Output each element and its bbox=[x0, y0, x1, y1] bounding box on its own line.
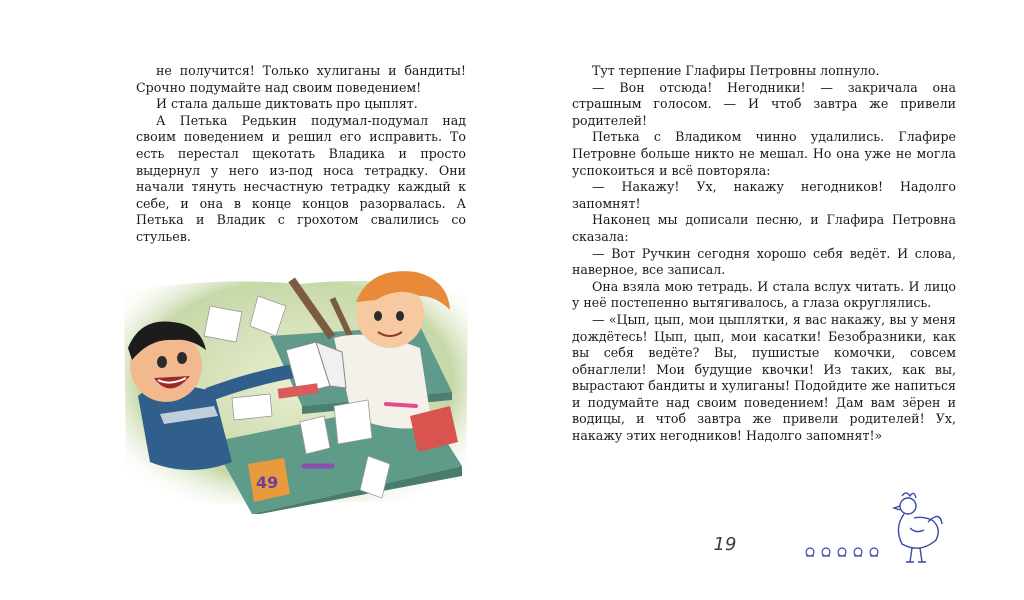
paragraph: — Вот Ручкин сегодня хорошо себя ведёт. И слова, наверное, все записал. bbox=[572, 245, 956, 278]
paragraph: не получится! Только хулиганы и бандиты! Срочно подумайте над своим поведением! bbox=[136, 63, 466, 95]
paragraph: Наконец мы дописали песню, и Глафира Петровна сказала: bbox=[572, 212, 956, 244]
paragraph: И стала дальше диктовать про цыплят. bbox=[156, 96, 418, 112]
right-page bbox=[512, 0, 1024, 600]
paragraph: А Петька Редькин подумал-подумал над своим поведением и решил его исправить. То есть перестал щекотать Владика и просто выдернул у него из-под носа тетрадку. Они начали тянуть несчастную тетрадку каждый к себе, и она в конце концов разорвалась. А Петька и Владик с грохотом свалились со стульев. bbox=[136, 112, 466, 244]
paragraph: — Накажу! Ух, накажу негодников! Надолго запомнят! bbox=[572, 179, 956, 211]
paragraph: — Вон отсюда! Негодники! — закричала она страшным голосом. — И чтоб завтра же привели родителей! bbox=[572, 79, 956, 128]
left-page-text bbox=[136, 63, 466, 246]
classroom-fight-illustration bbox=[120, 266, 472, 514]
paragraph: Петька с Владиком чинно удалились. Глафире Петровне больше никто не мешал. Но она уже не могла успокоиться и всё повторяла: bbox=[572, 129, 956, 178]
hen-doodle-icon bbox=[884, 488, 946, 568]
notebook-cover-text: 49 bbox=[256, 473, 279, 492]
pencil bbox=[386, 404, 416, 406]
paragraph: Она взяла мою тетрадь. И стала вслух читать. И лицо у неё постепенно вытягивалось, а глаза округлялись. bbox=[572, 278, 956, 311]
chicks-doodle-icon bbox=[802, 540, 882, 562]
paragraph: Тут терпение Глафиры Петровны лопнуло. bbox=[592, 63, 880, 78]
right-page-text bbox=[572, 63, 956, 445]
paragraph: — «Цып, цып, мои цыплятки, я вас накажу, вы у меня дождётесь! Цып, цып, мои касатки! Безобразники, как вы себя ведёте? Вы, пушистые комочки, совсем обнаглели! Мои будущие квочки! Из таких, как вы, вырастают бандиты и хулиганы! Подойдите же напиться и подумайте над своим поведением! Дам вам зёрен и водицы, и чтоб завтра же привели родителей! Ух, накажу этих негодников! Надолго запомнят!» bbox=[572, 311, 956, 444]
orange-notebook bbox=[248, 458, 290, 502]
page-number: 19 bbox=[713, 534, 737, 555]
